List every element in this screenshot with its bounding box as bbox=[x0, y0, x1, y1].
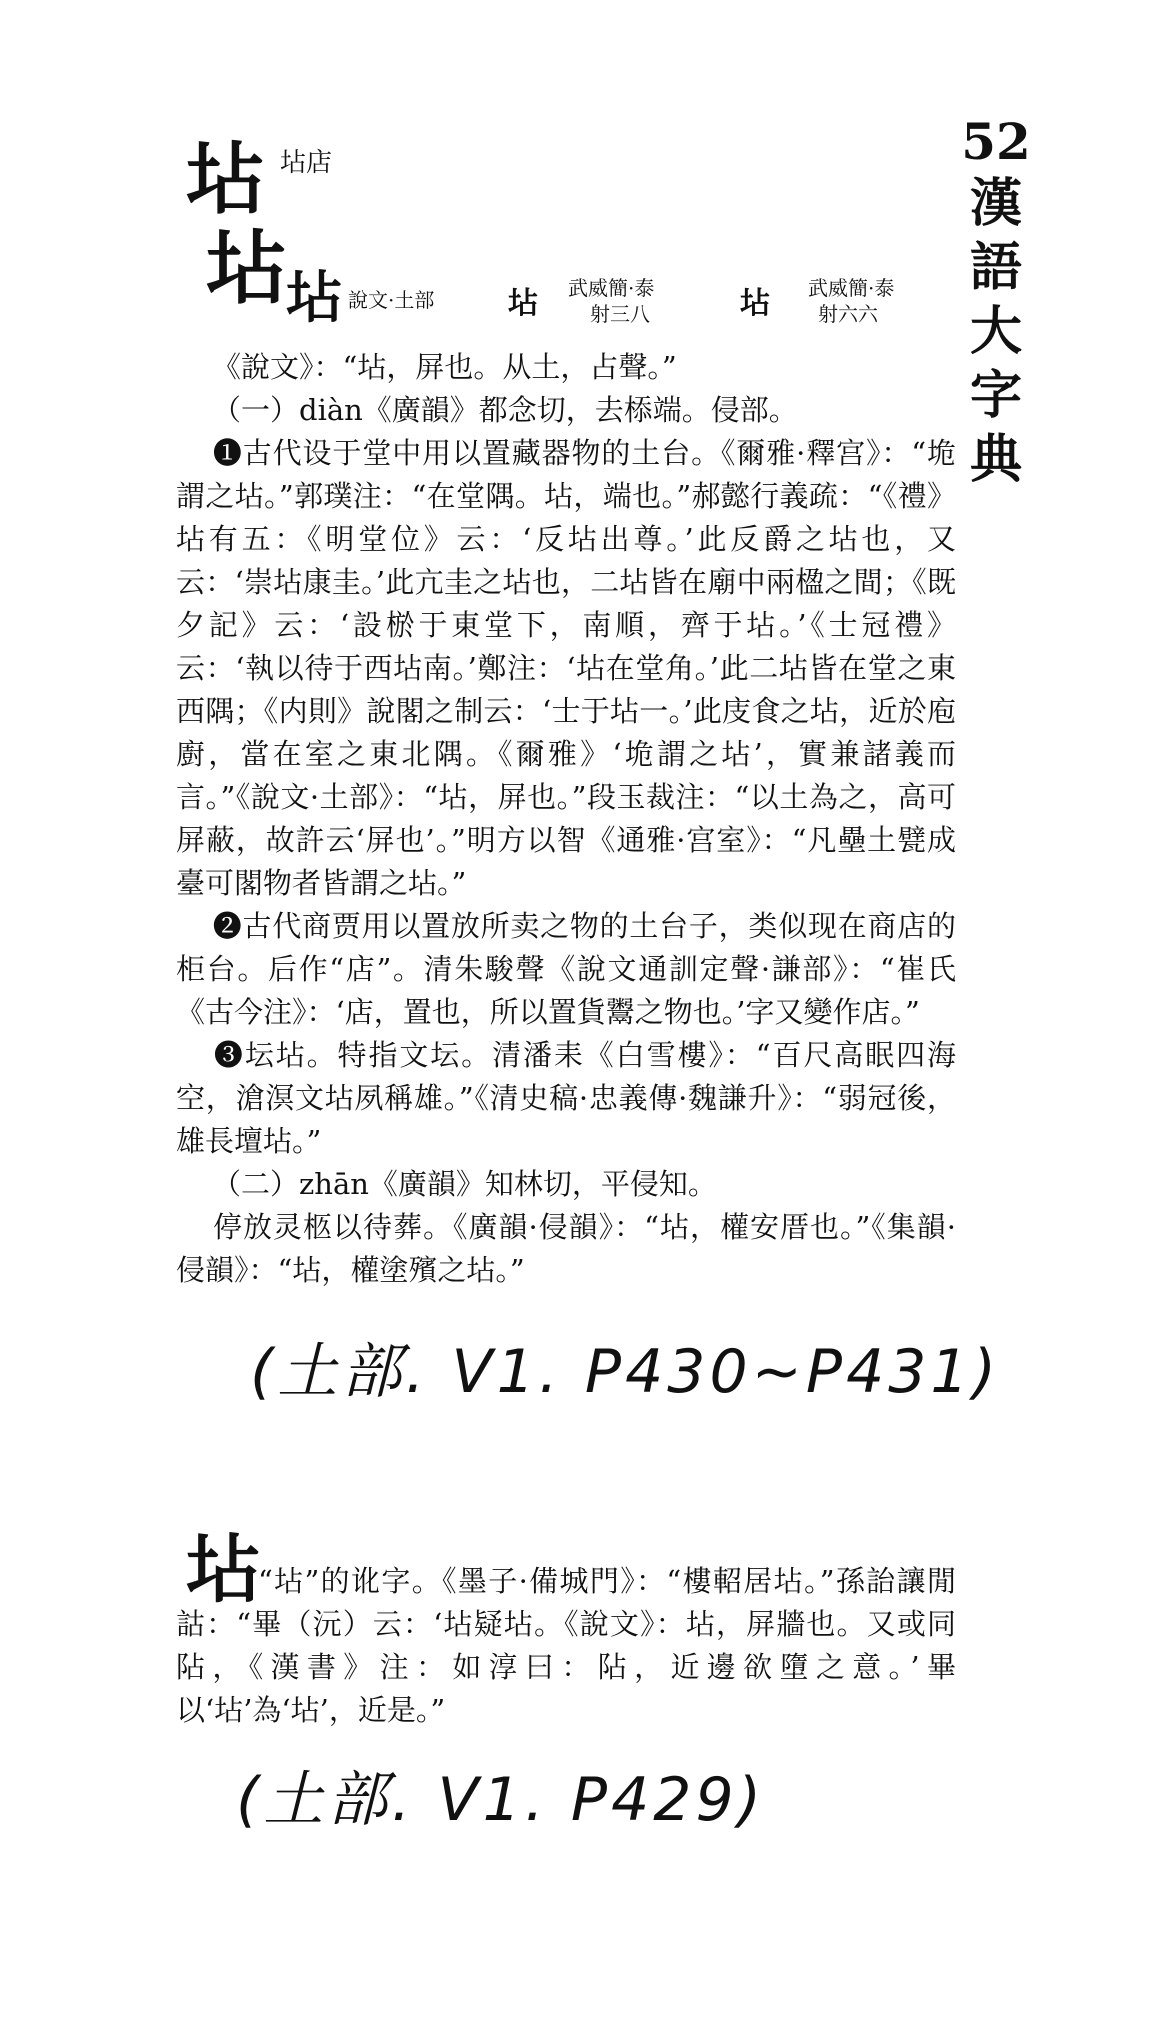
top-entry-gloss: 坫店 bbox=[280, 148, 333, 178]
entry-body bbox=[176, 346, 956, 1292]
dictionary-title-char: 典 bbox=[969, 429, 1022, 490]
bamboo-slip-glyph: 坫 bbox=[508, 286, 538, 321]
main-entry-head: 坫 bbox=[206, 221, 286, 315]
reading-2-line: （二）zhān《廣韻》知林切，平侵知。 bbox=[212, 1167, 717, 1201]
ancient-forms-row bbox=[286, 265, 946, 338]
seal-script-label: 說文·土部 bbox=[348, 288, 435, 312]
handwritten-reference-note-2: (土部. V1. P429) bbox=[236, 1765, 766, 1835]
sense-2: ❷古代商贾用以置放所卖之物的土台子，类似现在商店的柜台。后作“店”。清朱駿聲《說文通訓定聲·謙部》：“崔氏《古今注》：‘店，置也，所以置貨鬻之物也。’字又變作店。” bbox=[176, 909, 956, 1029]
bamboo-slip-label-2: 武威簡·泰 bbox=[808, 276, 895, 300]
side-header bbox=[960, 112, 1032, 492]
dictionary-title-char: 大 bbox=[969, 301, 1022, 362]
dictionary-title-char: 語 bbox=[969, 237, 1022, 298]
reading-2-sense: 停放灵柩以待葬。《廣韻·侵韻》：“坫，權安厝也。”《集韻·侵韻》：“坫，權塗殯之坫。” bbox=[176, 1210, 956, 1287]
handwritten-reference-note: (土部. V1. P430~P431) bbox=[250, 1337, 1001, 1407]
seal-script-glyph: 坫 bbox=[286, 265, 342, 331]
second-entry-body: “坫”的讹字。《墨子·備城門》：“樓軺居坫。”孫詒讓閒詁：“畢（沅）云：‘坫疑坫。《說文》：坫，屏牆也。又或同阽，《漢書》注：如淳曰：阽，近邊欲墮之意。’畢以‘坫’為‘坫’，近是。” bbox=[176, 1564, 956, 1727]
bamboo-slip-glyph-2: 坫 bbox=[740, 286, 770, 321]
dictionary-title-char: 漢 bbox=[969, 173, 1022, 234]
bamboo-slip-label-1: 武威簡·泰 bbox=[568, 276, 655, 300]
second-entry-head: 坫 bbox=[186, 1527, 260, 1613]
dictionary-title-char: 字 bbox=[969, 365, 1022, 426]
page-number: 52 bbox=[961, 112, 1031, 171]
top-entry-head: 坫 bbox=[186, 134, 265, 225]
bamboo-slip-label-2b: 射六六 bbox=[818, 302, 878, 326]
reading-1-line: （一）diàn《廣韻》都念切，去㮇端。侵部。 bbox=[212, 393, 798, 427]
sense-3: ❸坛坫。特指文坛。清潘耒《白雪樓》：“百尺高眠四海空，滄溟文坫夙稱雄。”《清史稿·忠義傳·魏謙升》：“弱冠後，雄長壇坫。” bbox=[176, 1038, 956, 1158]
sense-1: ❶古代设于堂中用以置藏器物的土台。《爾雅·釋宫》：“垝謂之坫。”郭璞注：“在堂隅。坫，端也。”郝懿行義疏：“《禮》坫有五：《明堂位》云：‘反坫出尊。’此反爵之坫也，又云：‘崇坫康圭。’此亢圭之坫也，二坫皆在廟中兩楹之間；《既夕記》云：‘設棜于東堂下，南順，齊于坫。’《士冠禮》云：‘執以待于西坫南。’鄭注：‘坫在堂角。’此二坫皆在堂之東西隅；《内則》說閣之制云：‘士于坫一。’此庋食之坫，近於庖廚，當在室之東北隅。《爾雅》‘垝謂之坫’，實兼諸義而言。”《說文·土部》：“坫，屏也。”段玉裁注：“以土為之，高可屏蔽，故許云‘屏也’。”明方以智《通雅·宫室》：“凡壘土甓成臺可閣物者皆謂之坫。” bbox=[176, 436, 956, 900]
bamboo-slip-label-1b: 射三八 bbox=[590, 302, 650, 326]
etymology-line: 《說文》：“坫，屏也。从土，占聲。” bbox=[212, 350, 677, 384]
